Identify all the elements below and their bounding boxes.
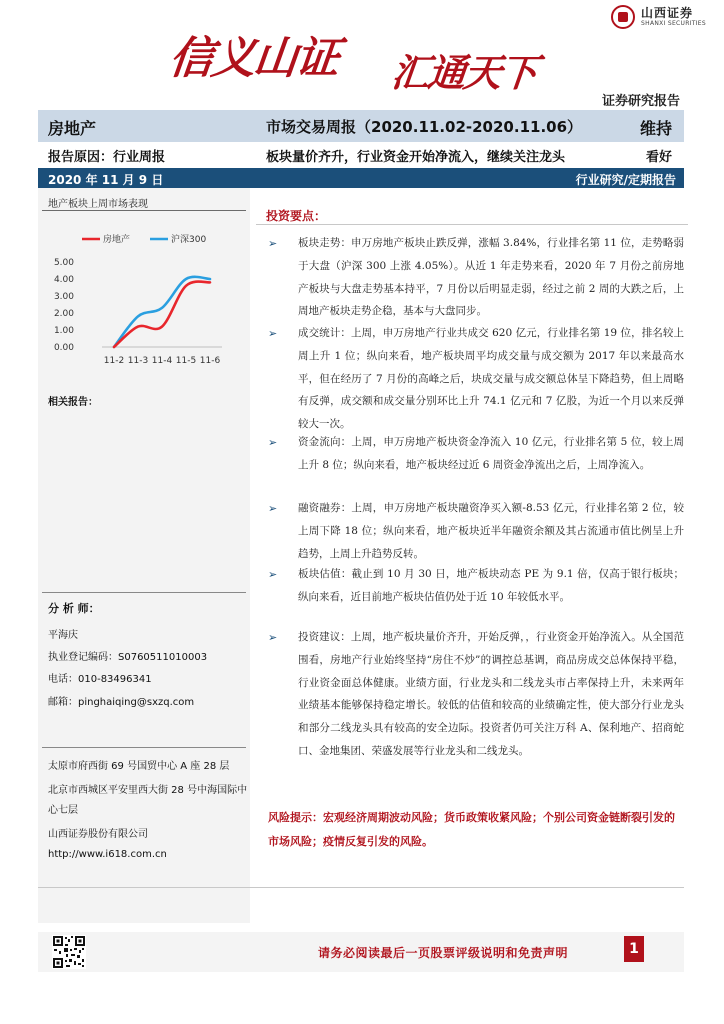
content-bottom-divider — [38, 887, 684, 888]
bullet-icon: ➢ — [268, 502, 278, 515]
report-date: 2020 年 11 月 9 日 — [48, 173, 164, 187]
related-reports-label: 相关报告： — [48, 397, 98, 408]
company-name: 山西证券股份有限公司 — [48, 829, 148, 840]
report-type: 证券研究报告 — [601, 94, 680, 109]
slogan-banner — [166, 14, 590, 95]
x-tick-label: 11-5 — [175, 356, 197, 366]
report-reason: 报告原因：行业周报 — [48, 150, 166, 165]
address-divider — [42, 747, 246, 748]
point-fund-flow: 资金流向：上周，申万房地产板块资金净流入 10 亿元，行业排名第 5 位，较上周上升 8 位；纵向来看，地产板块经过近 6 周资金净流出之后，上周净流入。 — [298, 436, 684, 471]
risk-warning: 风险提示：宏观经济周期波动风险；货币政策收紧风险；个别公司资金链断裂引发的市场风险；疫情反复引发的风险。 — [268, 811, 675, 848]
y-tick-label: 0.00 — [53, 343, 74, 353]
y-tick-label: 4.00 — [53, 275, 74, 285]
report-category: 行业研究/定期报告 — [575, 173, 676, 187]
sector-performance-chart — [42, 222, 246, 382]
legend-label-1: 房地产 — [103, 235, 131, 245]
bullet-icon: ➢ — [268, 568, 278, 581]
bullet-icon: ➢ — [268, 631, 278, 644]
x-tick-label: 11-2 — [103, 356, 125, 366]
address-beijing: 北京市西城区平安里西大街 28 号中海国际中心七层 — [48, 785, 248, 816]
y-tick-label: 5.00 — [53, 258, 74, 268]
bullet-icon: ➢ — [268, 436, 278, 449]
page-number: 1 — [624, 936, 644, 962]
chart-legend — [82, 233, 206, 245]
report-subtitle: 板块量价齐升，行业资金开始净流入，继续关注龙头 — [266, 150, 566, 165]
address-taiyuan: 太原市府西街 69 号国贸中心 A 座 28 层 — [48, 761, 230, 772]
analyst-divider — [42, 592, 246, 593]
x-tick-label: 11-6 — [199, 356, 221, 366]
point-trend: 板块走势：申万房地产板块止跌反弹，涨幅 3.84%，行业排名第 11 位，走势略弱于大盘（沪深 300 上涨 4.05%）。从近 1 年走势来看，2020 年 7 月份之前房地产板块与大盘走势基本持平，7 月份以后明显走弱，经过之前 2 周的大跌之后，上周地产板块走势企稳，基本与大盘同步。 — [298, 237, 684, 318]
key-points-divider — [256, 224, 688, 225]
logo-mark-icon — [611, 5, 635, 29]
industry-label: 房地产 — [48, 119, 97, 138]
y-tick-label: 1.00 — [53, 326, 74, 336]
chart-series — [114, 277, 210, 347]
chart-x-axis — [104, 356, 221, 366]
qr-code-icon[interactable] — [52, 935, 86, 969]
bullet-icon: ➢ — [268, 237, 278, 250]
point-investment-advice: 投资建议：上周，地产板块量价齐升，开始反弹，，行业资金开始净流入。从全国范围看，房地产行业始终坚持“房住不炒”的调控总基调，商品房成交总体保持平稳，行业资金面总体健康。业绩方面，行业龙头和二线龙头市占率保持上升，未来两年业绩基本能够保持稳定增长。较低的估值和较高的业绩确定性，使大部分行业龙头和部分二线龙头具有较高的安全边际。投资者仍可关注万科 A、保利地产、招商蛇口、金地集团、荣盛发展等行业龙头和二线龙头。 — [298, 631, 684, 757]
logo-name: 山西证券 — [641, 6, 694, 20]
analyst-heading: 分 析 师： — [48, 602, 100, 615]
outlook-label: 看好 — [645, 150, 672, 165]
analyst-phone: 电话：010-83496341 — [48, 674, 152, 685]
slogan-part-2: 汇通天下 — [389, 50, 539, 95]
series-line-房地产 — [114, 282, 210, 347]
analyst-name: 平海庆 — [48, 630, 78, 641]
chart-title-divider — [42, 210, 246, 211]
logo-english-name: SHANXI SECURITIES — [641, 20, 706, 27]
disclaimer-notice: 请务必阅读最后一页股票评级说明和免责声明 — [318, 946, 569, 960]
x-tick-label: 11-3 — [127, 356, 149, 366]
bullet-icon: ➢ — [268, 327, 278, 340]
brand-logo — [611, 5, 706, 29]
analyst-registration: 执业登记编码：S0760511010003 — [48, 652, 208, 663]
rating-label: 维持 — [639, 119, 672, 138]
key-points-title: 投资要点： — [266, 209, 327, 223]
y-tick-label: 3.00 — [53, 292, 74, 302]
y-tick-label: 2.00 — [53, 309, 74, 319]
chart-title: 地产板块上周市场表现 — [48, 199, 148, 210]
point-valuation: 板块估值：截止到 10 月 30 日，地产板块动态 PE 为 9.1 倍，仅高于银行板块；纵向来看，近目前地产板块估值仍处于近 10 年较低水平。 — [298, 568, 684, 603]
point-turnover: 成交统计：上周，申万房地产行业共成交 620 亿元，行业排名第 19 位，排名较上周上升 1 位；纵向来看，地产板块周平均成交量与成交额为 2017 年以来最高水平，但在经历了 7 月份的高峰之后，块成交量与成交额总体呈下降趋势，但上周略有反弹，成交额和成交量分别环比上升 74.1 亿元和 7 亿股，为近一个月以来反弹较大一次。 — [298, 327, 684, 431]
chart-y-axis — [54, 258, 74, 353]
company-website[interactable]: http://www.i618.com.cn — [48, 849, 167, 860]
slogan-part-1: 信义山证 — [166, 33, 341, 84]
legend-label-2: 沪深300 — [171, 235, 207, 245]
report-title: 市场交易周报（2020.11.02-2020.11.06） — [266, 118, 583, 136]
x-tick-label: 11-4 — [151, 356, 173, 366]
series-line-沪深300 — [114, 277, 210, 347]
point-margin-trading: 融资融券：上周，申万房地产板块融资净买入额-8.53 亿元，行业排名第 2 位，较上周下降 18 位；纵向来看，地产板块近半年融资余额及其占流通市值比例呈上升趋势，上周上升趋势反转。 — [298, 502, 684, 560]
analyst-email: 邮箱：pinghaiqing@sxzq.com — [48, 697, 195, 708]
